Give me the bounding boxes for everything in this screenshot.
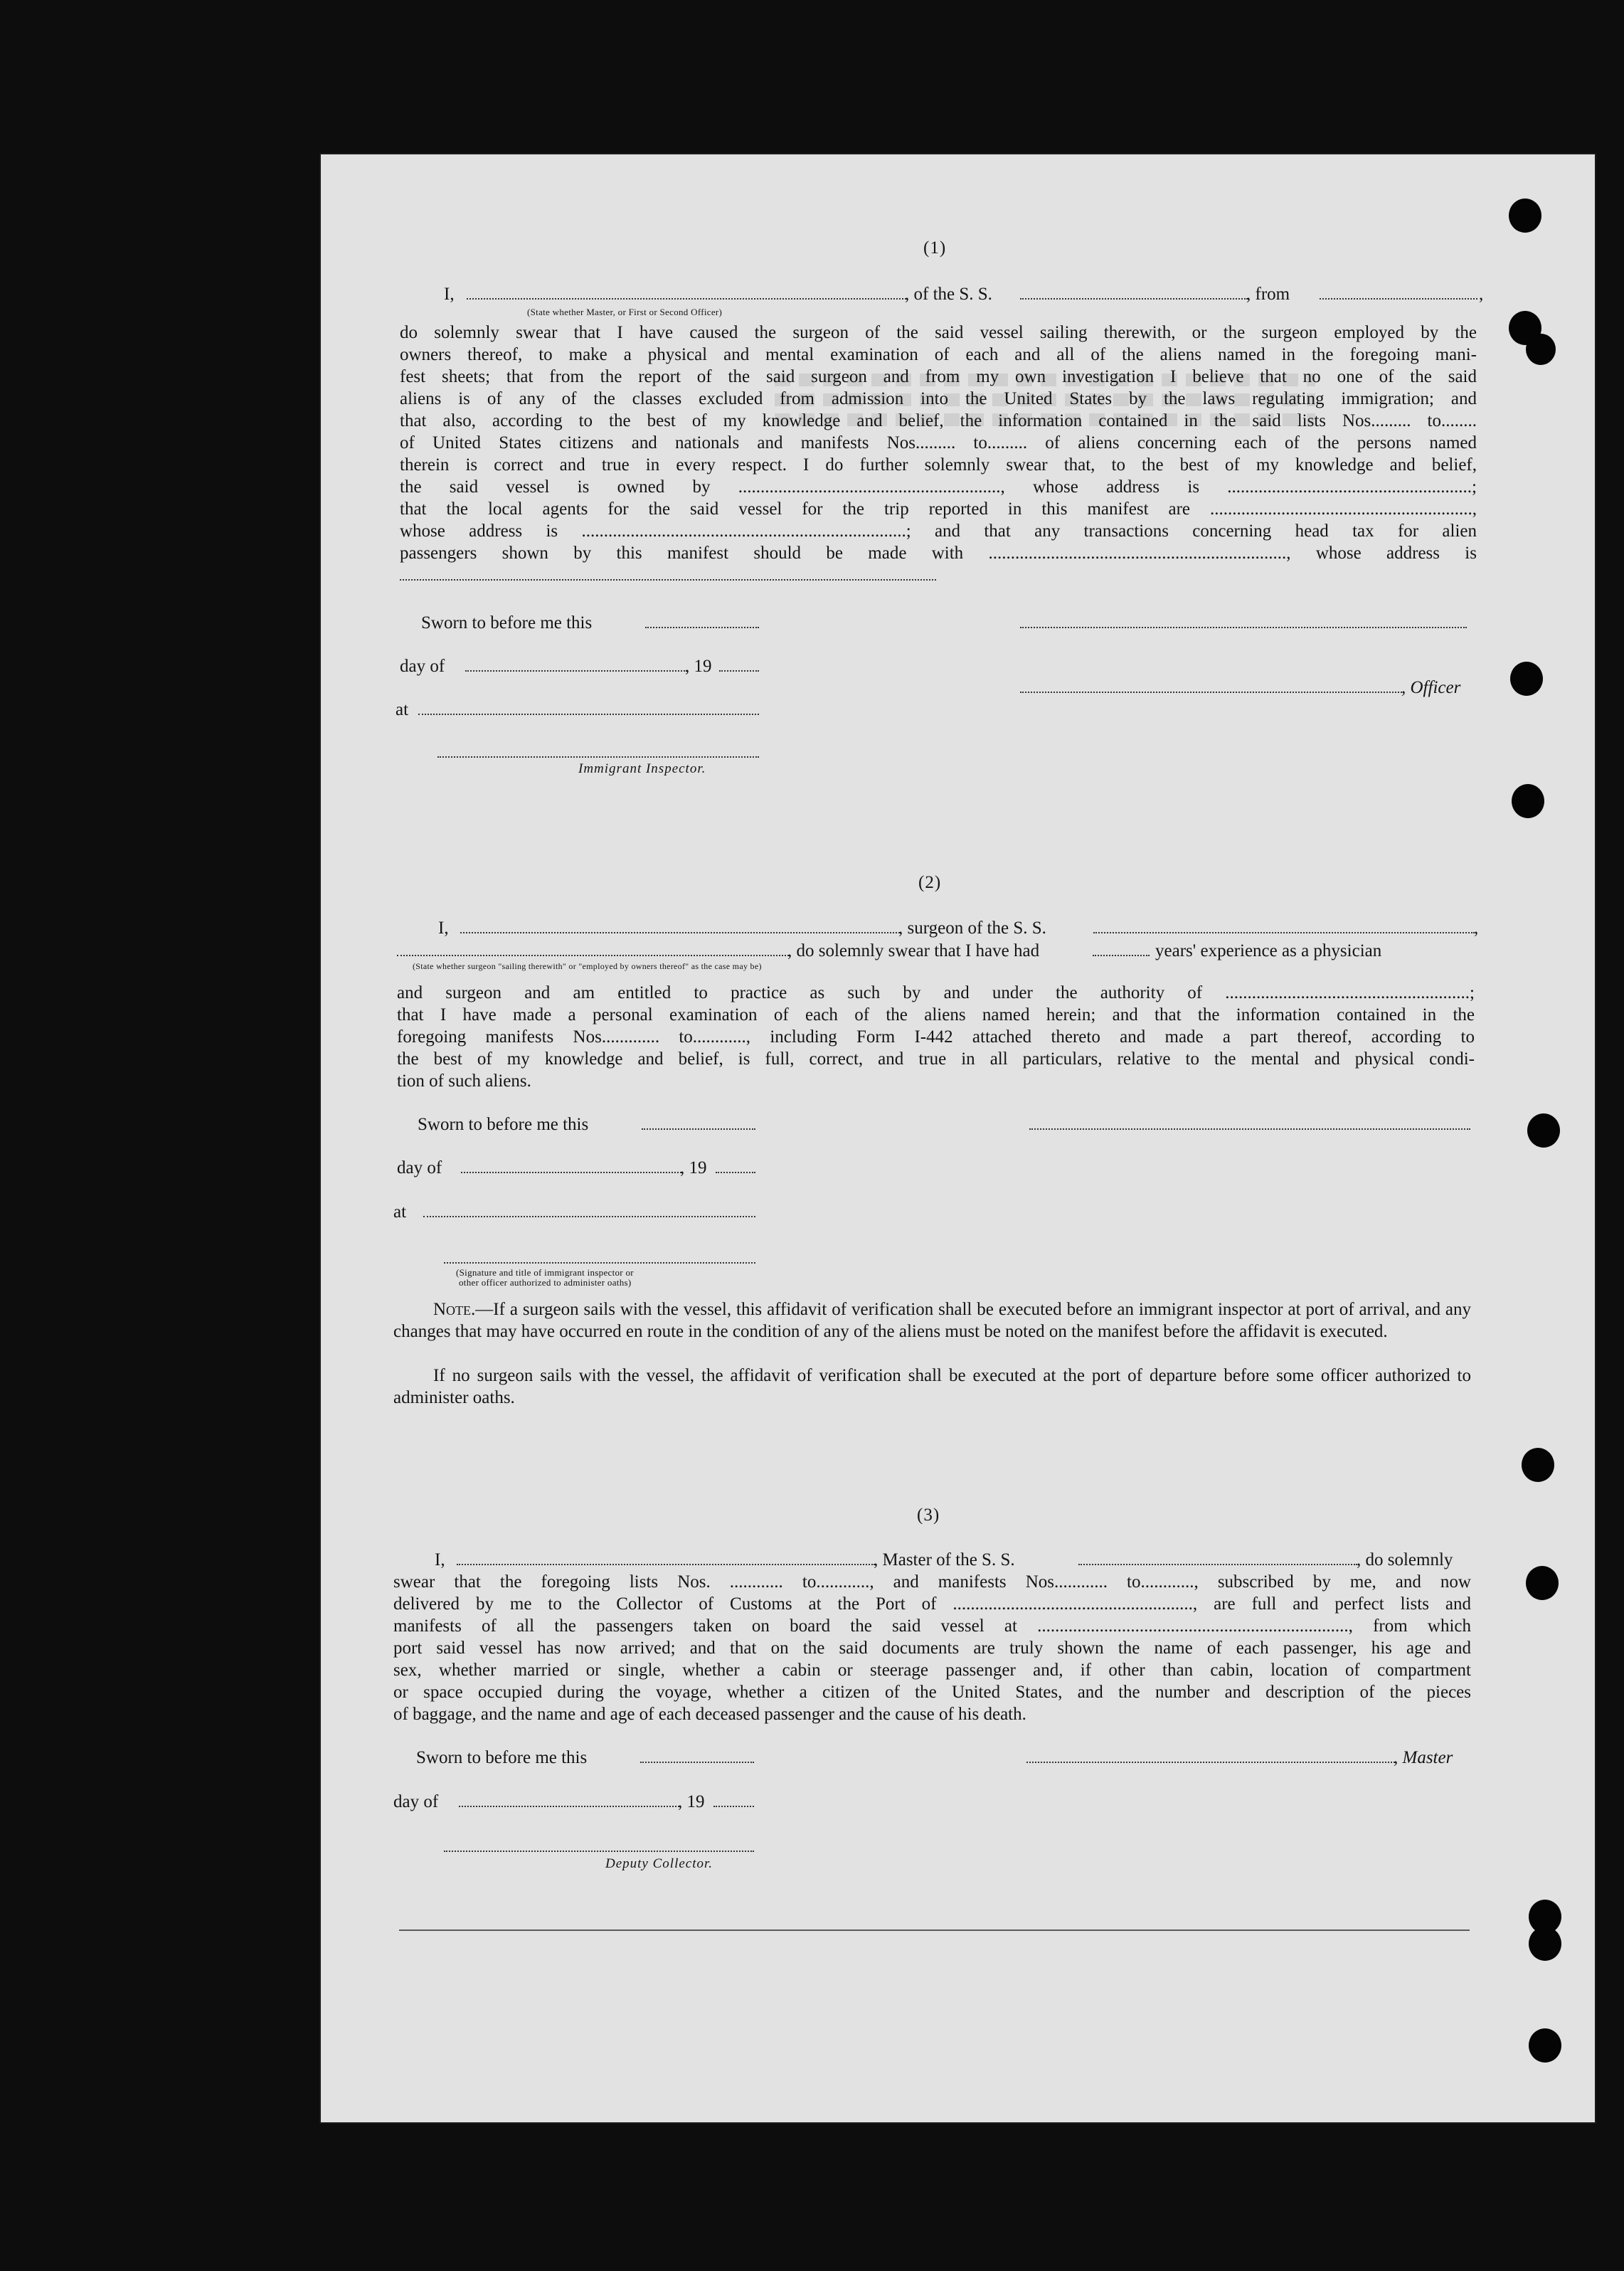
s2-sworn-blank bbox=[642, 1128, 755, 1130]
s2-inspector-blank bbox=[444, 1262, 755, 1264]
s2-i: I, bbox=[438, 919, 449, 938]
s2-sailing-blank bbox=[397, 955, 789, 956]
s2-line: and surgeon and am entitled to practice as such by and under the authority of .......................................................; bbox=[397, 983, 1475, 1002]
s1-at: at bbox=[396, 700, 409, 719]
bottom-rule bbox=[399, 1929, 1470, 1931]
s3-line: manifests of all the passengers taken on board the said vessel at ......................................................................, from which bbox=[393, 1616, 1471, 1636]
s3-sworn: Sworn to before me this bbox=[416, 1748, 588, 1767]
s1-line: that also, according to the best of my knowledge and belief, the information contained in the said lists Nos......... to........ bbox=[400, 411, 1477, 430]
s2-years: years' experience as a physician bbox=[1155, 941, 1382, 960]
punch-hole bbox=[1529, 2028, 1561, 2063]
s1-line: passengers shown by this manifest should be made with ..................................................................., whose address is bbox=[400, 544, 1477, 563]
s1-day-of: day of bbox=[400, 657, 445, 676]
s1-of-ss: , of the S. S. bbox=[905, 285, 992, 304]
punch-hole bbox=[1526, 334, 1556, 365]
s1-line: that the local agents for the said vessel for the trip reported in this manifest are ..........................................................., bbox=[400, 499, 1477, 519]
s3-deputy-blank bbox=[444, 1851, 754, 1852]
section-3-number: (3) bbox=[917, 1505, 940, 1525]
s2-line: that I have made a personal examination of each of the aliens named herein; and that the information contained in the bbox=[397, 1005, 1475, 1025]
s3-ship-blank bbox=[1078, 1564, 1357, 1565]
s1-line: do solemnly swear that I have caused the surgeon of the said vessel sailing therewith, or the surgeon employed by the bbox=[400, 323, 1477, 342]
s2-19: , 19 bbox=[680, 1158, 707, 1177]
s3-i: I, bbox=[435, 1550, 445, 1569]
s1-at-blank bbox=[418, 714, 759, 715]
s3-day-blank bbox=[459, 1806, 679, 1807]
s3-deputy: Deputy Collector. bbox=[605, 1856, 713, 1871]
s2-ship-blank bbox=[1093, 932, 1475, 933]
s2-note bbox=[393, 1298, 1471, 1343]
punch-hole bbox=[1510, 662, 1543, 696]
s2-year-blank bbox=[716, 1172, 755, 1173]
s1-officer: , Officer bbox=[1401, 678, 1461, 697]
s3-master-blank bbox=[1026, 1762, 1395, 1763]
s3-swear: , do solemnly bbox=[1357, 1550, 1453, 1569]
s1-i: I, bbox=[444, 285, 455, 304]
s2-years-blank bbox=[1093, 955, 1150, 956]
s2-sworn: Sworn to before me this bbox=[418, 1115, 589, 1134]
s1-line: aliens is of any of the classes excluded from admission into the United States by the laws regulating immigration; and bbox=[400, 389, 1477, 408]
s1-line: fest sheets; that from the report of the said surgeon and from my own investigation I believe that no one of the said bbox=[400, 367, 1477, 386]
s1-from: , from bbox=[1246, 285, 1290, 304]
s3-master: , Master of the S. S. bbox=[874, 1550, 1015, 1569]
manifest-sheet: (1) I, , of the S. S. , from , (State whether Master, or First or Second Officer) do solemnly swear that I have caused the surgeon of the said vessel sailing therewith, or the surgeon employed by the owners thereof, to make a physical and mental examination of each and all of the aliens named in the foregoing mani- fest sheets; that from the report of the said surgeon and from my own investigation I believe that no one of the said aliens is of any of the classes excluded from admission into the United States by the laws regulating immigration; and that also, according to the best of my knowledge and belief, the information contained in the said lists Nos......... to........ of United States citizens and nationals and manifests Nos......... to......... of aliens concerning each of the persons named therein is correct and true in every respect. I do further solemnly swear that, to the best of my knowledge and belief, the said vessel is owned by ..........................................................., whose address is .......................................................; that the local agents for the said vessel for the trip reported in this manifest are ..........................................................., whose address is .........................................................................; and that any transactions concerning head tax for alien passengers shown by this manifest should be made with ..................................................................., whose address is Sworn to before me this day of , 19 , Officer at Immigrant Inspector. (2) I, , surgeon of the S. S. , , do solemnly swear that I have had years' experience as a physician (State whether surgeon "sailing therewith" or "employed by owners thereof" as the case may be) and surgeon and am entitled to practice as such by and under the authority of .......................................................; that I have made a personal examination of each of the aliens named herein; and that the information contained in the foregoing manifests Nos............. to............, including Form I-442 attached thereto and made a part thereof, according to the best of my knowledge and belief, is full, correct, and true in all particulars, relative to the mental and physical condi- tion of such aliens. Sworn to before me this day of , 19 at (Signature and title of immigrant inspector or other officer authorized to administer oaths) Note.—If a surgeon sails with the vessel, this affidavit of verification shall be executed before an immigrant inspector at port of arrival, and any changes that may have occurred en route in the condition of any of the aliens must be noted on the manifest before the affidavit is executed. If no surgeon sails with the vessel, the affidavit of verification shall be executed at the port of departure before some officer authorized to administer oaths. (3) I, , Master of the S. S. , do solemnly swear that the foregoing lists Nos. ............ to............, and manifests Nos............ to............, subscribed by me, and now delivered by me to the Collector of Customs at the Port of ......................................................, are full and perfect lists and manifests of all the passengers taken on board the said vessel at ......................................................................, from which port said vessel has now arrived; and that on the said documents are truly shown the name of each passenger, his age and sex, whether married or single, whether a cabin or steerage passenger and, if other than cabin, location of compartment or space occupied during the voyage, whether a citizen of the United States, and the number and description of the pieces of baggage, and the name and age of each deceased passenger and the cause of his death. Sworn to before me this , Master day of , 19 Deputy Collector. bbox=[319, 153, 1596, 2124]
s2-note-2 bbox=[393, 1365, 1471, 1409]
s1-day-blank bbox=[465, 670, 687, 672]
s3-year-blank bbox=[713, 1806, 754, 1807]
punch-hole bbox=[1512, 784, 1544, 818]
s3-name-blank bbox=[457, 1564, 875, 1565]
s3-19: , 19 bbox=[678, 1792, 705, 1811]
s1-inspector-blank bbox=[437, 756, 759, 758]
note-label: Note. bbox=[433, 1300, 476, 1319]
s1-officer-note: (State whether Master, or First or Second Officer) bbox=[527, 307, 723, 317]
s2-sig-caption-1: (Signature and title of immigrant inspector or bbox=[456, 1267, 634, 1278]
section-1-number: (1) bbox=[923, 238, 947, 258]
s1-sworn: Sworn to before me this bbox=[421, 613, 593, 632]
punch-hole bbox=[1529, 1927, 1561, 1961]
s3-master-sig: , Master bbox=[1394, 1748, 1453, 1767]
s2-swear: , do solemnly swear that I have had bbox=[787, 941, 1040, 960]
s1-sworn-blank bbox=[645, 627, 759, 628]
note-text-2: If no surgeon sails with the vessel, the affidavit of verification shall be executed at the port of departure before some officer authorized to administer oaths. bbox=[393, 1366, 1471, 1407]
s1-inspector: Immigrant Inspector. bbox=[578, 761, 706, 776]
s2-at: at bbox=[393, 1202, 407, 1222]
s2-sig-caption-2: other officer authorized to administer oaths) bbox=[459, 1277, 632, 1288]
s2-line: foregoing manifests Nos............. to............, including Form I-442 attached thereto and made a part thereof, according to bbox=[397, 1027, 1475, 1047]
s2-line: the best of my knowledge and belief, is full, correct, and true in all particulars, relative to the mental and physical condi- bbox=[397, 1049, 1475, 1069]
s1-line: the said vessel is owned by ..........................................................., whose address is .......................................................; bbox=[400, 477, 1477, 497]
punch-hole bbox=[1527, 1113, 1560, 1148]
s2-day-blank bbox=[461, 1172, 681, 1173]
s1-right-blank bbox=[1020, 627, 1467, 628]
punch-hole bbox=[1522, 1448, 1554, 1482]
s1-ship-blank bbox=[1020, 298, 1248, 300]
section-2-number: (2) bbox=[918, 873, 942, 892]
s3-day-of: day of bbox=[393, 1792, 439, 1811]
s3-line: delivered by me to the Collector of Customs at the Port of ......................................................, are full and perfect lists and bbox=[393, 1594, 1471, 1614]
s3-line: or space occupied during the voyage, whether a citizen of the United States, and the number and description of the pieces bbox=[393, 1683, 1471, 1702]
s3-line-last: of baggage, and the name and age of each deceased passenger and the cause of his death. bbox=[393, 1705, 1026, 1724]
s1-address-blank bbox=[400, 579, 936, 581]
s1-name-blank bbox=[467, 298, 906, 300]
punch-hole bbox=[1526, 1566, 1559, 1600]
s1-line: therein is correct and true in every respect. I do further solemnly swear that, to the best of my knowledge and belief, bbox=[400, 455, 1477, 475]
s2-line-last: tion of such aliens. bbox=[397, 1071, 531, 1091]
punch-hole bbox=[1509, 198, 1541, 233]
s2-surgeon: , surgeon of the S. S. bbox=[898, 919, 1046, 938]
s3-line: port said vessel has now arrived; and that on the said documents are truly shown the name of each passenger, his age and bbox=[393, 1639, 1471, 1658]
s3-line: sex, whether married or single, whether a cabin or steerage passenger and, if other than cabin, location of compartment bbox=[393, 1661, 1471, 1680]
s3-line: swear that the foregoing lists Nos. ............ to............, and manifests Nos............ to............, subscribed by me, and now bbox=[393, 1572, 1471, 1592]
s2-day-of: day of bbox=[397, 1158, 442, 1177]
s2-surgeon-note: (State whether surgeon "sailing therewith" or "employed by owners thereof" as the case may be) bbox=[413, 961, 762, 971]
s1-officer-blank bbox=[1020, 692, 1404, 693]
s1-year-blank bbox=[719, 670, 759, 672]
note-text: —If a surgeon sails with the vessel, this affidavit of verification shall be executed before an immigrant inspector at port of arrival, and any changes that may have occurred en route in the condition of any of the aliens must be noted on the manifest before the affidavit is executed. bbox=[393, 1300, 1471, 1341]
s1-line: owners thereof, to make a physical and mental examination of each and all of the aliens named in the foregoing mani- bbox=[400, 345, 1477, 364]
s2-right-blank bbox=[1029, 1128, 1470, 1130]
s3-sworn-blank bbox=[640, 1762, 754, 1763]
s1-from-blank bbox=[1320, 298, 1477, 300]
s1-line: whose address is .........................................................................; and that any transactions concerning head tax for alien bbox=[400, 522, 1477, 541]
s1-19: , 19 bbox=[685, 657, 712, 676]
s1-line: of United States citizens and nationals and manifests Nos......... to......... of aliens concerning each of the persons named bbox=[400, 433, 1477, 452]
s2-name-blank bbox=[460, 932, 900, 933]
s2-at-blank bbox=[423, 1216, 755, 1217]
